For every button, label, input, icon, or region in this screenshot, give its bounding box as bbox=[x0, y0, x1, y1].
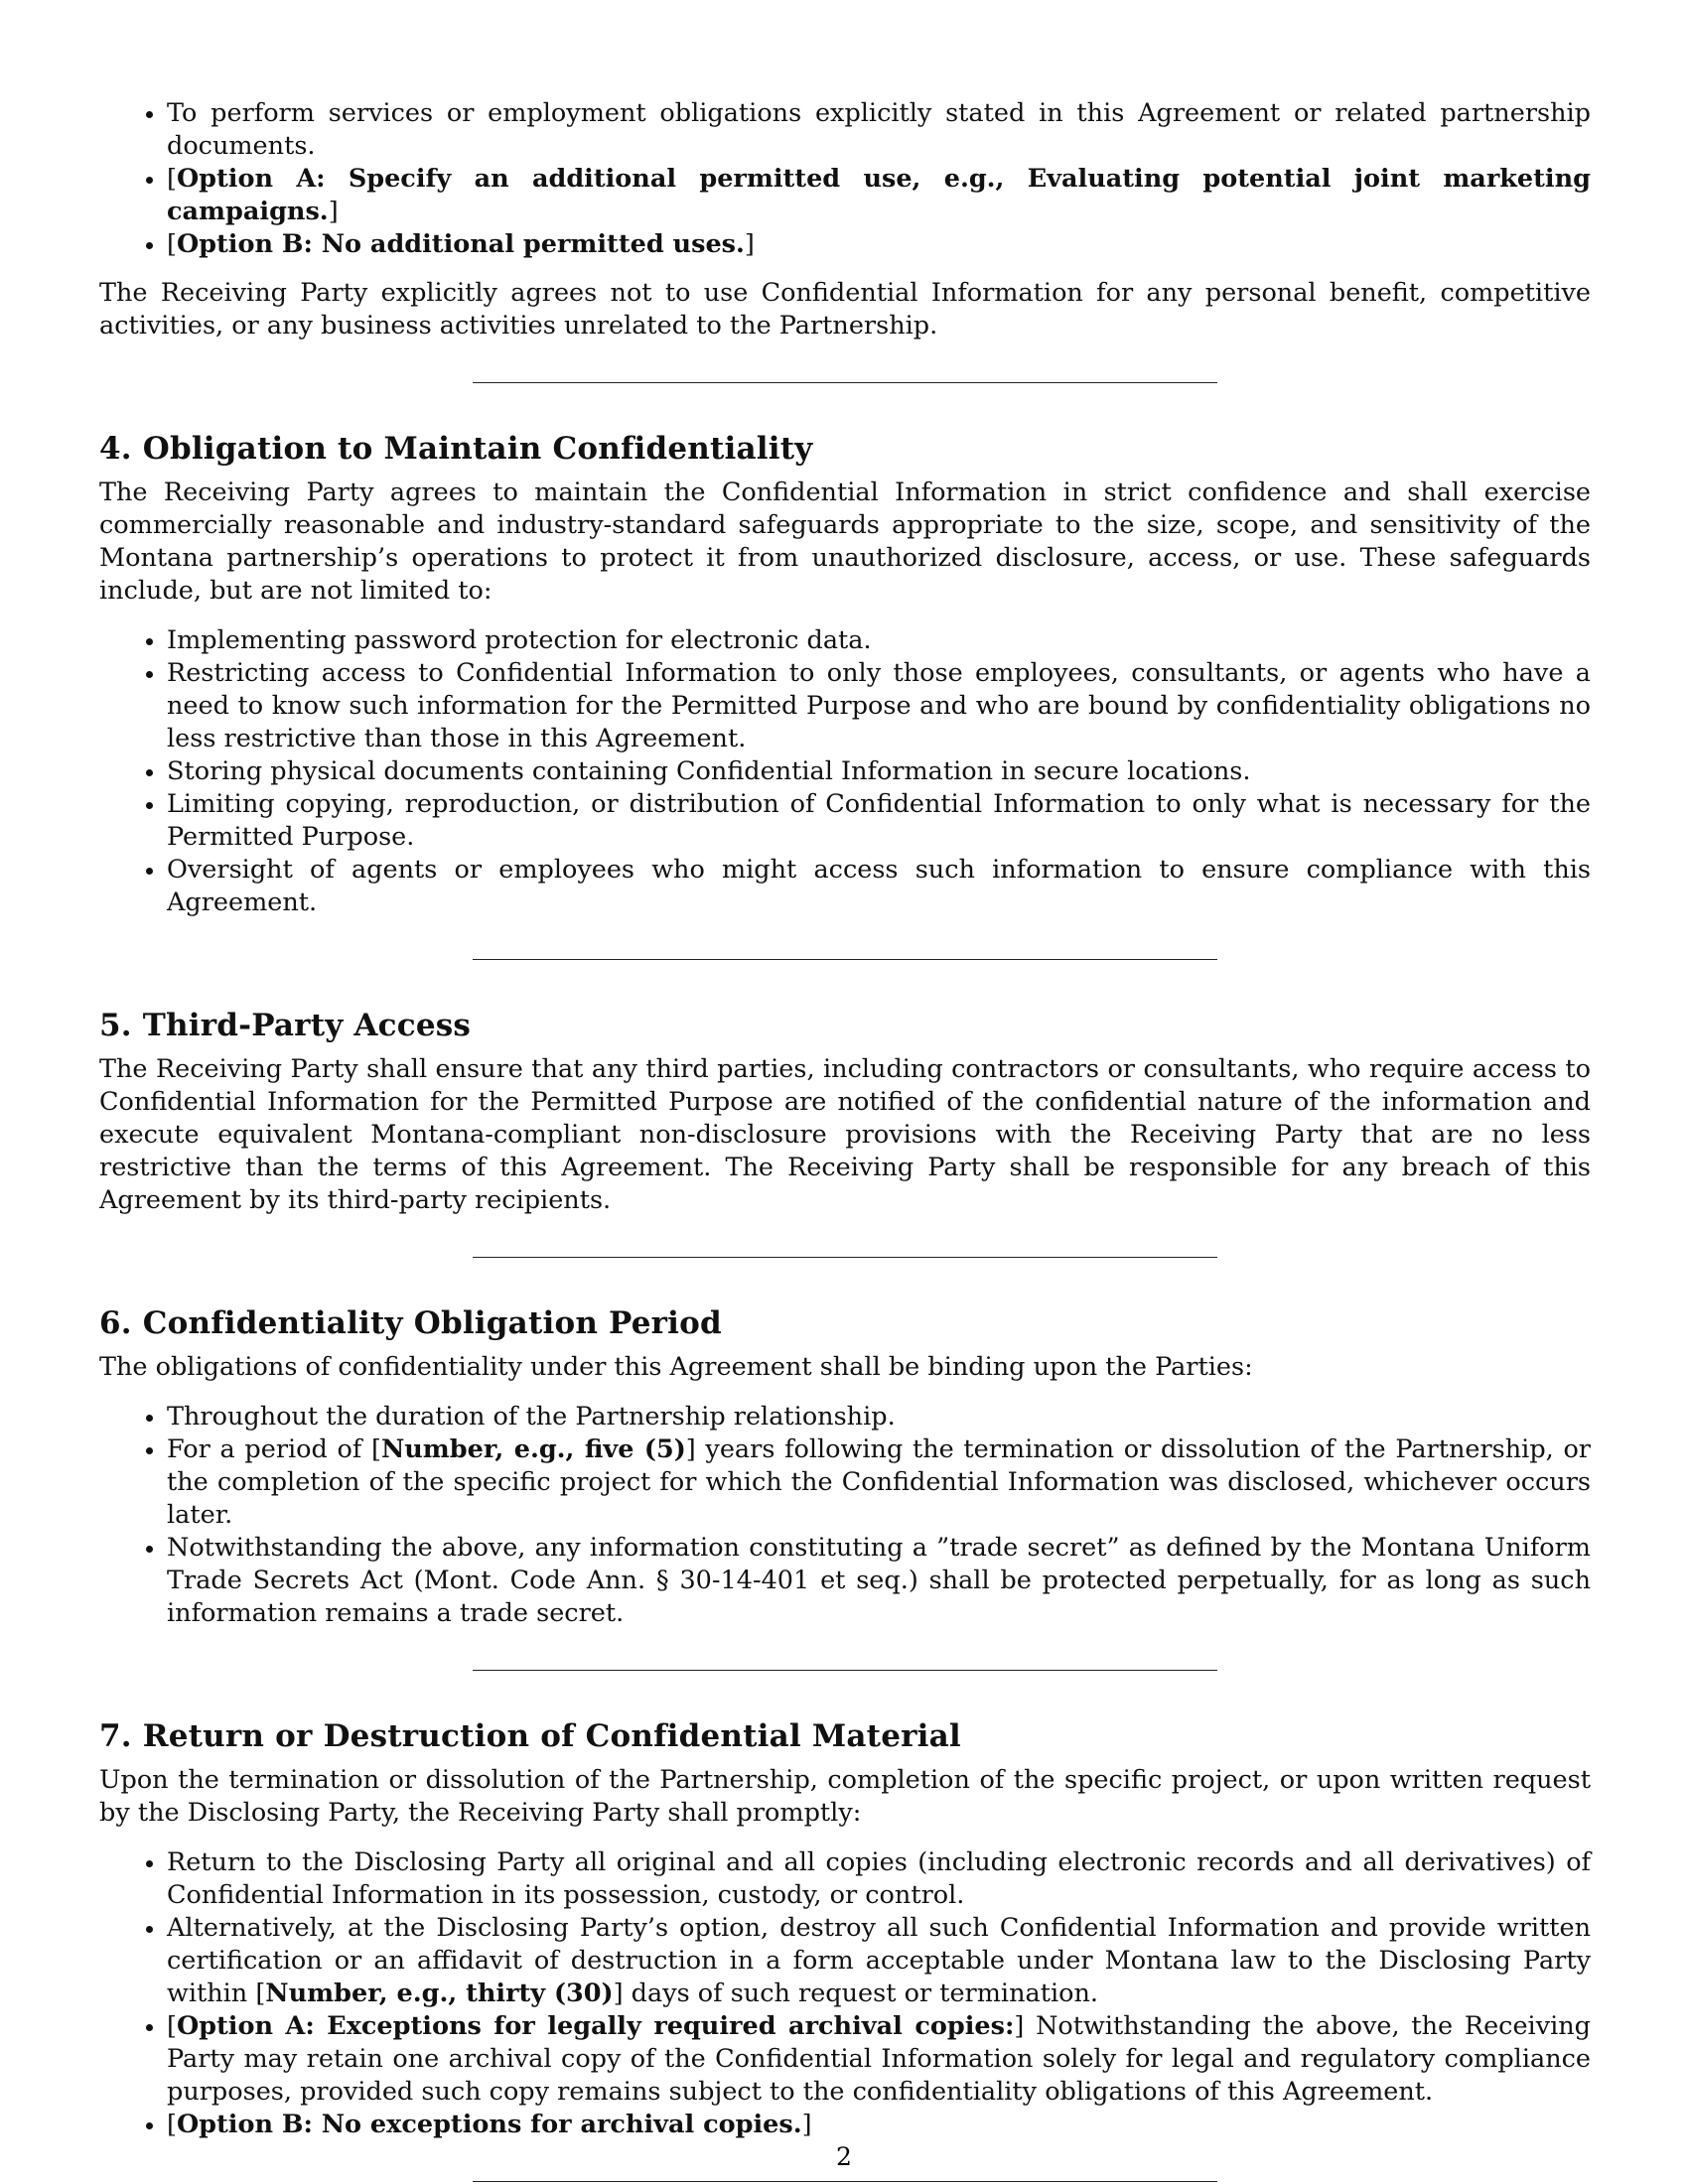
option-b-text: Option B: No exceptions for archival copies. bbox=[176, 2110, 802, 2139]
list-item-text: To perform services or employment obligations explicitly stated in this Agreement or related partnership documents. bbox=[167, 98, 1591, 161]
document-page bbox=[99, 97, 1591, 2182]
list-item: • Notwithstanding the above, any information constituting a ”trade secret” as defined by the Montana Uniform Trade Secrets Act (Mont. Code Ann. § 30-14-401 et seq.) shall be protected perpetually, for as long as such information remains a trade secret. bbox=[167, 1532, 1591, 1630]
bracket-open: [ bbox=[167, 2110, 177, 2139]
list-item: • Return to the Disclosing Party all original and all copies (including electronic records and all derivatives) of Confidential Information in its possession, custody, or control. bbox=[167, 1846, 1591, 1912]
list-item bbox=[167, 2010, 1591, 2109]
bracket-open: [ bbox=[167, 2011, 177, 2041]
list-item-text: ] days of such request or termination. bbox=[613, 1979, 1098, 2008]
obligation-period-list bbox=[99, 1401, 1591, 1630]
safeguards-list bbox=[99, 624, 1591, 919]
option-a-text: Option A: Exceptions for legally required archival copies: bbox=[176, 2011, 1015, 2041]
section-divider bbox=[473, 959, 1217, 960]
option-a-text: Option A: Specify an additional permitted use, e.g., Evaluating potential joint marketing campaigns. bbox=[167, 164, 1591, 226]
restriction-paragraph: The Receiving Party explicitly agrees not to use Confidential Information for any personal benefit, competitive activities, or any business activities unrelated to the Partnership. bbox=[99, 278, 1591, 341]
permitted-uses-list bbox=[99, 97, 1591, 261]
list-item: • Restricting access to Confidential Information to only those employees, consultants, or agents who have a need to know such information for the Permitted Purpose and who are bound by confidentiality obligations no less restrictive than those in this Agreement. bbox=[167, 657, 1591, 755]
bracket-close: ] bbox=[801, 2110, 812, 2139]
section-5-heading: 5. Third-Party Access bbox=[99, 1008, 472, 1043]
list-item bbox=[167, 228, 1591, 261]
section-4-heading: 4. Obligation to Maintain Confidentiality bbox=[99, 431, 813, 467]
list-item-text: Alternatively, at the Disclosing Party’s option, destroy all such Confidential Information and provide written certification or an affidavit of destruction in a form acceptable under Montana law to the Disclosing Party within [ bbox=[167, 1913, 1591, 2008]
section-6-intro: The obligations of confidentiality under this Agreement shall be binding upon the Parties: bbox=[99, 1352, 1253, 1382]
placeholder-days: Number, e.g., thirty (30) bbox=[265, 1979, 614, 2008]
list-item: • Oversight of agents or employees who might access such information to ensure compliance with this Agreement. bbox=[167, 854, 1591, 919]
list-item bbox=[167, 2109, 1591, 2141]
list-item bbox=[167, 97, 1591, 163]
section-4-intro: The Receiving Party agrees to maintain the Confidential Information in strict confidence and shall exercise commercially reasonable and industry-standard safeguards appropriate to the size, scope, and sensitivity of the Montana partnership’s operations to protect it from unauthorized disclosure, access, or use. These safeguards include, but are not limited to: bbox=[99, 478, 1591, 606]
list-item: • Throughout the duration of the Partnership relationship. bbox=[167, 1401, 1591, 1433]
section-7-intro: Upon the termination or dissolution of the Partnership, completion of the specific project, or upon written request by the Disclosing Party, the Receiving Party shall promptly: bbox=[99, 1765, 1591, 1828]
list-item: • Storing physical documents containing Confidential Information in secure locations. bbox=[167, 755, 1591, 788]
section-divider bbox=[473, 382, 1217, 383]
list-item bbox=[167, 163, 1591, 228]
list-item: • Implementing password protection for electronic data. bbox=[167, 624, 1591, 657]
bracket-close: ] bbox=[328, 197, 339, 226]
page-number: 2 bbox=[836, 2142, 852, 2171]
list-item-text: For a period of [ bbox=[167, 1434, 381, 1464]
list-item-text: ] years following the termination or dissolution of the Partnership, or the completion of the specific project for which the Confidential Information was disclosed, whichever occurs later. bbox=[167, 1434, 1591, 1530]
list-item bbox=[167, 1433, 1591, 1532]
list-item-text: ] Notwithstanding the above, the Receiving Party may retain one archival copy of the Confidential Information solely for legal and regulatory compliance purposes, provided such copy remains subject to the confidentiality obligations of this Agreement. bbox=[167, 2011, 1592, 2107]
option-b-text: Option B: No additional permitted uses. bbox=[176, 229, 745, 259]
bracket-open: [ bbox=[167, 164, 177, 194]
section-divider bbox=[473, 1670, 1217, 1671]
section-divider bbox=[473, 1257, 1217, 1258]
bracket-close: ] bbox=[744, 229, 755, 259]
placeholder-years: Number, e.g., five (5) bbox=[380, 1434, 686, 1464]
section-divider bbox=[473, 2181, 1217, 2182]
section-5-body: The Receiving Party shall ensure that any third parties, including contractors or consultants, who require access to Confidential Information for the Permitted Purpose are notified of the confidential nature of the information and execute equivalent Montana-compliant non-disclosure provisions with the Receiving Party that are no less restrictive than the terms of this Agreement. The Receiving Party shall be responsible for any breach of this Agreement by its third-party recipients. bbox=[99, 1054, 1591, 1215]
bracket-open: [ bbox=[167, 229, 177, 259]
list-item bbox=[167, 1912, 1591, 2010]
list-item: • Limiting copying, reproduction, or distribution of Confidential Information to only what is necessary for the Permitted Purpose. bbox=[167, 788, 1591, 854]
section-7-heading: 7. Return or Destruction of Confidential Material bbox=[99, 1718, 961, 1754]
section-6-heading: 6. Confidentiality Obligation Period bbox=[99, 1305, 722, 1341]
return-destruction-list bbox=[99, 1846, 1591, 2141]
